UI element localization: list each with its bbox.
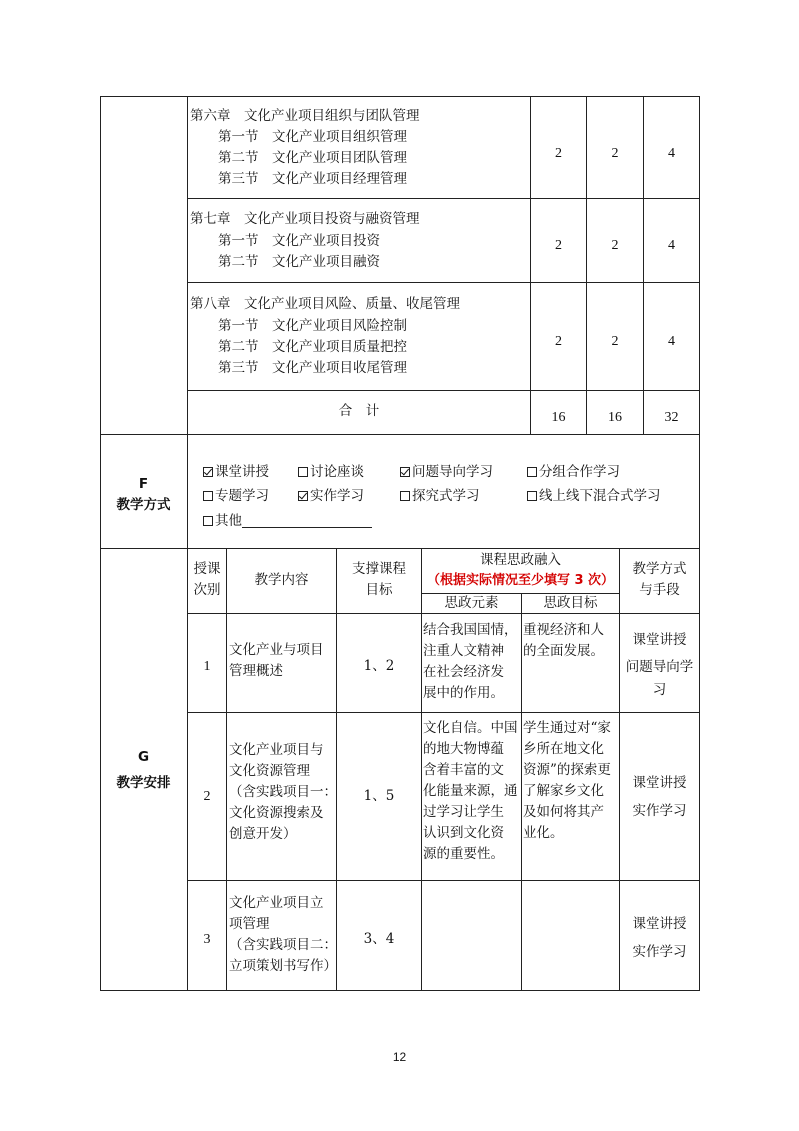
- checkbox-icon[interactable]: [203, 491, 213, 501]
- hours-practice: 2: [611, 238, 619, 253]
- section-label: 教学方式: [116, 497, 171, 513]
- option-group-work[interactable]: 分组合作学习: [527, 462, 620, 482]
- hours-lecture: 2: [555, 334, 562, 349]
- chapter-section: 第一节 文化产业项目组织管理: [218, 129, 407, 145]
- table-border: [187, 390, 699, 391]
- chapter-section: 第二节 文化产业项目质量把控: [218, 339, 407, 355]
- hours-lecture: 2: [555, 238, 562, 253]
- header-target: 思政目标: [543, 595, 598, 611]
- table-border: [187, 712, 699, 713]
- option-other[interactable]: 其他: [203, 511, 372, 531]
- hours-practice: 2: [611, 146, 619, 161]
- option-topic-study[interactable]: 专题学习: [203, 486, 269, 506]
- row-target: 及如何将其产: [523, 804, 604, 820]
- section-label: 教学安排: [116, 775, 171, 791]
- row-element: 的地大物博蕴: [423, 741, 504, 757]
- row-element: 结合我国国情，: [423, 622, 518, 638]
- row-content: （含实践项目一：: [229, 784, 337, 800]
- table-border: [187, 613, 699, 614]
- checkbox-checked-icon[interactable]: [400, 467, 410, 477]
- total-hours: 32: [664, 410, 679, 425]
- row-target: 了解家乡文化: [523, 783, 604, 799]
- option-inquiry[interactable]: 探究式学习: [400, 486, 480, 506]
- row-target: 的全面发展。: [523, 643, 604, 659]
- hours-total: 4: [668, 146, 675, 161]
- section-letter: F: [138, 476, 149, 492]
- checkbox-icon[interactable]: [203, 516, 213, 526]
- row-content: 创意开发）: [229, 826, 297, 842]
- chapter-section: 第三节 文化产业项目收尾管理: [218, 360, 407, 376]
- row-method: 课堂讲授: [632, 632, 687, 648]
- option-discussion[interactable]: 讨论座谈: [298, 462, 364, 482]
- chapter-section: 第一节 文化产业项目投资: [218, 233, 380, 249]
- row-method: 课堂讲授: [632, 916, 687, 932]
- header-order: 授课: [193, 561, 221, 577]
- table-border: [100, 96, 700, 97]
- table-border: [100, 96, 101, 991]
- hours-practice: 2: [611, 334, 619, 349]
- row-order: 1: [203, 659, 211, 674]
- row-content: 文化产业项目与: [229, 742, 324, 758]
- checkbox-checked-icon[interactable]: [203, 467, 213, 477]
- hours-lecture: 2: [555, 146, 562, 161]
- table-border: [187, 198, 699, 199]
- option-lecture[interactable]: 课堂讲授: [203, 462, 269, 482]
- row-method: 问题导向学: [625, 659, 694, 675]
- row-method: 实作学习: [632, 944, 687, 960]
- chapter-title: 第七章 文化产业项目投资与融资管理: [190, 211, 420, 227]
- row-target: 业化。: [523, 825, 564, 841]
- table-border: [100, 434, 700, 435]
- total-practice: 16: [608, 410, 622, 425]
- header-content: 教学内容: [254, 572, 309, 588]
- table-border: [187, 880, 699, 881]
- chapter-title: 第八章 文化产业项目风险、质量、收尾管理: [190, 296, 460, 312]
- total-label: 合 计: [338, 403, 380, 419]
- row-target: 重视经济和人: [523, 622, 604, 638]
- row-order: 2: [203, 789, 211, 804]
- row-element: 化能量来源，通: [423, 783, 518, 799]
- row-element: 过学习让学生: [423, 804, 504, 820]
- table-border: [187, 282, 699, 283]
- checkbox-icon[interactable]: [400, 491, 410, 501]
- row-element: 文化自信。中国: [423, 720, 518, 736]
- row-method: 实作学习: [632, 803, 687, 819]
- header-ideology-note: （根据实际情况至少填写 3 次）: [426, 573, 615, 588]
- row-content: 项管理: [229, 916, 270, 932]
- chapter-title: 第六章 文化产业项目组织与团队管理: [190, 108, 420, 124]
- table-border: [100, 548, 700, 549]
- table-border: [336, 548, 337, 991]
- row-content: 管理概述: [229, 663, 283, 679]
- table-border: [100, 990, 700, 991]
- header-method: 教学方式: [632, 561, 687, 577]
- row-target: 乡所在地文化: [523, 741, 604, 757]
- option-practice[interactable]: 实作学习: [298, 486, 364, 506]
- row-element: 含着丰富的文: [423, 762, 504, 778]
- chapter-section: 第二节 文化产业项目团队管理: [218, 150, 407, 166]
- section-letter: G: [137, 749, 150, 765]
- row-target: 学生通过对“家: [523, 720, 611, 736]
- table-border: [699, 96, 700, 991]
- total-lecture: 16: [551, 410, 566, 425]
- row-element: 展中的作用。: [423, 685, 504, 701]
- table-border: [521, 593, 522, 991]
- header-method: 与手段: [639, 582, 680, 598]
- hours-total: 4: [668, 238, 675, 253]
- hours-total: 4: [668, 334, 675, 349]
- page-number: 12: [392, 1050, 407, 1064]
- row-method: 习: [652, 682, 667, 698]
- chapter-section: 第一节 文化产业项目风险控制: [218, 318, 407, 334]
- row-element: 源的重要性。: [423, 846, 504, 862]
- row-method: 课堂讲授: [632, 775, 687, 791]
- row-element: 注重人文精神: [423, 643, 504, 659]
- row-goal: 1、2: [363, 658, 395, 674]
- row-target: 资源”的探索更: [523, 762, 611, 778]
- row-content: 立项策划书写作）: [229, 958, 337, 974]
- header-element: 思政元素: [444, 595, 499, 611]
- checkbox-icon[interactable]: [298, 467, 308, 477]
- row-order: 3: [203, 932, 211, 947]
- row-goal: 3、4: [363, 931, 395, 947]
- row-content: 文化产业与项目: [229, 642, 324, 658]
- row-goal: 1、5: [363, 788, 395, 804]
- checkbox-checked-icon[interactable]: [298, 491, 308, 501]
- other-input-line[interactable]: [242, 513, 372, 528]
- chapter-section: 第三节 文化产业项目经理管理: [218, 171, 407, 187]
- option-problem-based[interactable]: 问题导向学习: [400, 462, 493, 482]
- option-blended[interactable]: 线上线下混合式学习: [527, 486, 661, 506]
- header-goal: 支撑课程: [352, 561, 406, 577]
- checkbox-icon[interactable]: [527, 491, 537, 501]
- row-content: （含实践项目二：: [229, 937, 337, 953]
- table-border: [187, 96, 188, 434]
- header-ideology: 课程思政融入: [480, 552, 561, 568]
- table-border: [187, 548, 188, 991]
- chapter-section: 第二节 文化产业项目融资: [218, 254, 380, 270]
- checkbox-icon[interactable]: [527, 467, 537, 477]
- row-element: 认识到文化资: [423, 825, 504, 841]
- row-content: 文化资源管理: [229, 763, 310, 779]
- table-border: [226, 548, 227, 991]
- table-border: [421, 548, 422, 991]
- row-element: 在社会经济发: [423, 664, 504, 680]
- header-goal: 目标: [365, 582, 393, 598]
- row-content: 文化资源搜索及: [229, 805, 324, 821]
- table-border: [187, 434, 188, 548]
- header-order: 次别: [193, 582, 221, 598]
- row-content: 文化产业项目立: [229, 895, 324, 911]
